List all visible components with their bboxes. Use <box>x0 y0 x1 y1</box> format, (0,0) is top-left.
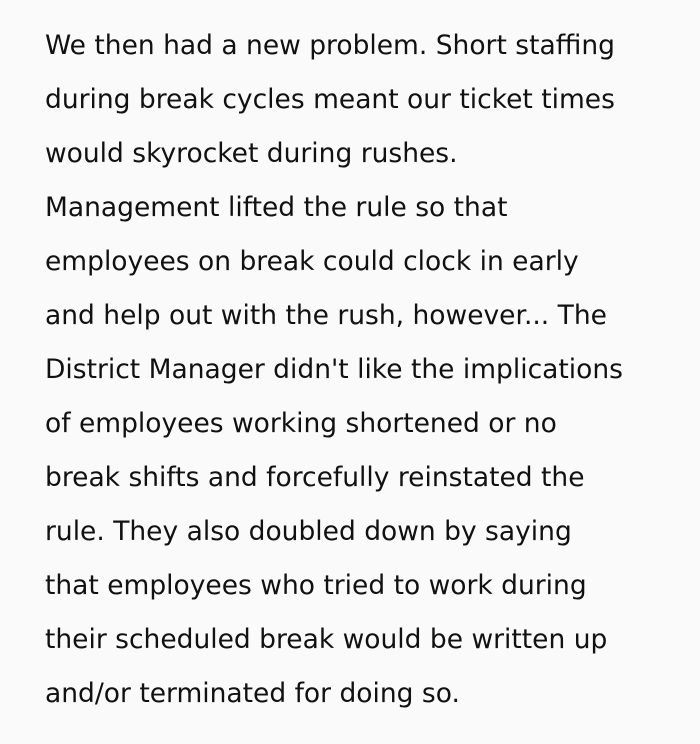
text-line: that employees who tried to work during <box>45 570 587 601</box>
text-line: District Manager didn't like the implications <box>45 354 623 385</box>
text-line: and help out with the rush, however... The <box>45 300 607 331</box>
text-line: break shifts and forcefully reinstated the <box>45 462 585 493</box>
text-line: their scheduled break would be written up <box>45 624 608 655</box>
text-line: We then had a new problem. Short staffing <box>45 30 615 61</box>
text-line: rule. They also doubled down by saying <box>45 516 572 547</box>
text-line: would skyrocket during rushes. <box>45 138 458 169</box>
text-line: during break cycles meant our ticket times <box>45 84 615 115</box>
text-line: Management lifted the rule so that <box>45 192 508 223</box>
text-line: and/or terminated for doing so. <box>45 678 460 709</box>
text-line: of employees working shortened or no <box>45 408 557 439</box>
text-line: employees on break could clock in early <box>45 246 579 277</box>
